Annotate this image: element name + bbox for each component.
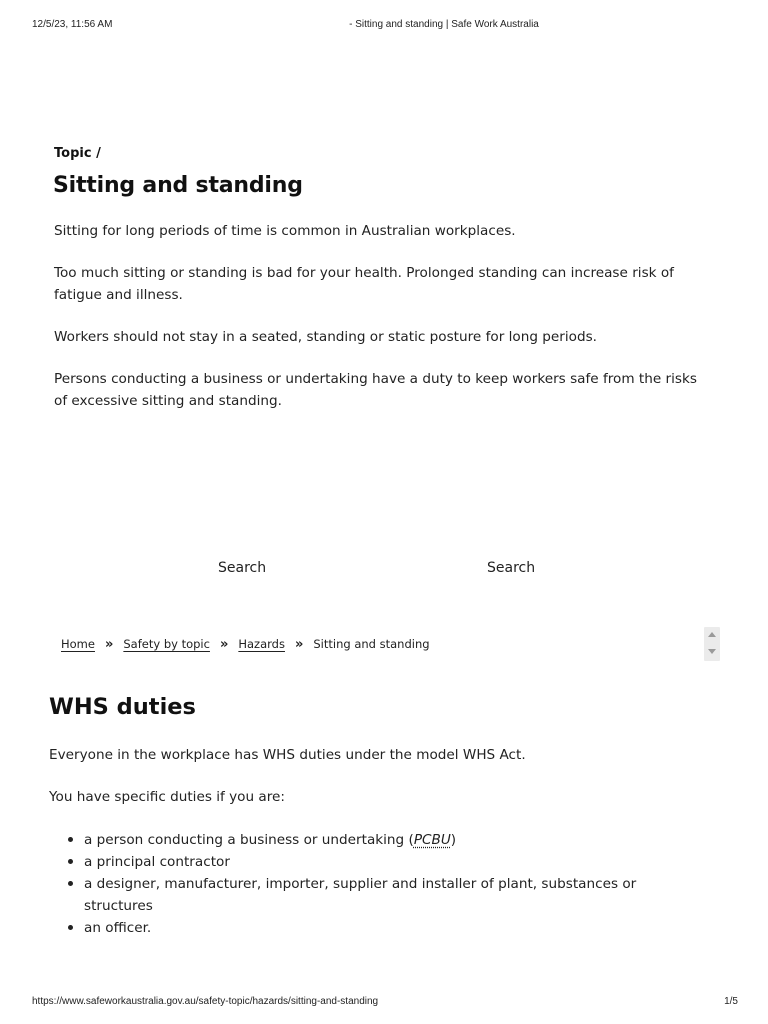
- intro-text: [54, 220, 704, 432]
- intro-paragraph: Workers should not stay in a seated, standing or static posture for long periods.: [54, 329, 597, 345]
- intro-paragraph: Sitting for long periods of time is common in Australian workplaces.: [54, 223, 516, 239]
- breadcrumb-safety-by-topic-link[interactable]: Safety by topic: [123, 637, 210, 651]
- print-page-number: 1/5: [724, 996, 738, 1007]
- page-title: Sitting and standing: [53, 173, 303, 198]
- print-header: [0, 19, 768, 33]
- list-item-text: a principal contractor: [84, 854, 230, 870]
- list-item: [84, 873, 684, 917]
- print-datetime: 12/5/23, 11:56 AM: [32, 19, 113, 30]
- list-item: [84, 851, 684, 873]
- breadcrumb: [61, 635, 430, 653]
- list-item-text: a designer, manufacturer, importer, supplier and installer of plant, substances or structures: [84, 876, 637, 914]
- topic-label: Topic /: [54, 146, 101, 161]
- duties-list: [84, 829, 684, 939]
- breadcrumb-separator-icon: »: [294, 636, 304, 652]
- list-item-text: a person conducting a business or undertaking (: [84, 832, 414, 848]
- breadcrumb-separator-icon: »: [219, 636, 229, 652]
- scroll-up-icon[interactable]: [708, 632, 716, 637]
- print-url: https://www.safeworkaustralia.gov.au/safety-topic/hazards/sitting-and-standing: [32, 996, 379, 1007]
- list-item-text: ): [450, 832, 457, 848]
- breadcrumb-separator-icon: »: [104, 636, 114, 652]
- intro-paragraph: Too much sitting or standing is bad for your health. Prolonged standing can increase risk of fatigue and illness.: [54, 265, 674, 303]
- breadcrumb-current: Sitting and standing: [313, 637, 430, 651]
- pcbu-abbreviation[interactable]: PCBU: [413, 832, 451, 848]
- intro-paragraph: Persons conducting a business or undertaking have a duty to keep workers safe from the risks of excessive sitting and standing.: [54, 371, 697, 409]
- print-page-title: - Sitting and standing | Safe Work Australia: [349, 19, 539, 30]
- whs-intro: Everyone in the workplace has WHS duties under the model WHS Act.: [49, 747, 526, 763]
- section-title-whs-duties: WHS duties: [49, 694, 196, 720]
- scroll-down-icon[interactable]: [708, 649, 716, 654]
- list-item: [84, 917, 684, 939]
- list-item: [84, 829, 684, 851]
- print-footer: [0, 996, 768, 1010]
- search-button[interactable]: Search: [218, 560, 267, 576]
- whs-lead: You have specific duties if you are:: [49, 789, 285, 805]
- breadcrumb-hazards-link[interactable]: Hazards: [238, 637, 285, 651]
- breadcrumb-home-link[interactable]: Home: [61, 637, 95, 651]
- search-submit-button[interactable]: Search: [487, 560, 536, 576]
- breadcrumb-scrollbar[interactable]: [704, 627, 720, 661]
- list-item-text: an officer.: [84, 920, 152, 936]
